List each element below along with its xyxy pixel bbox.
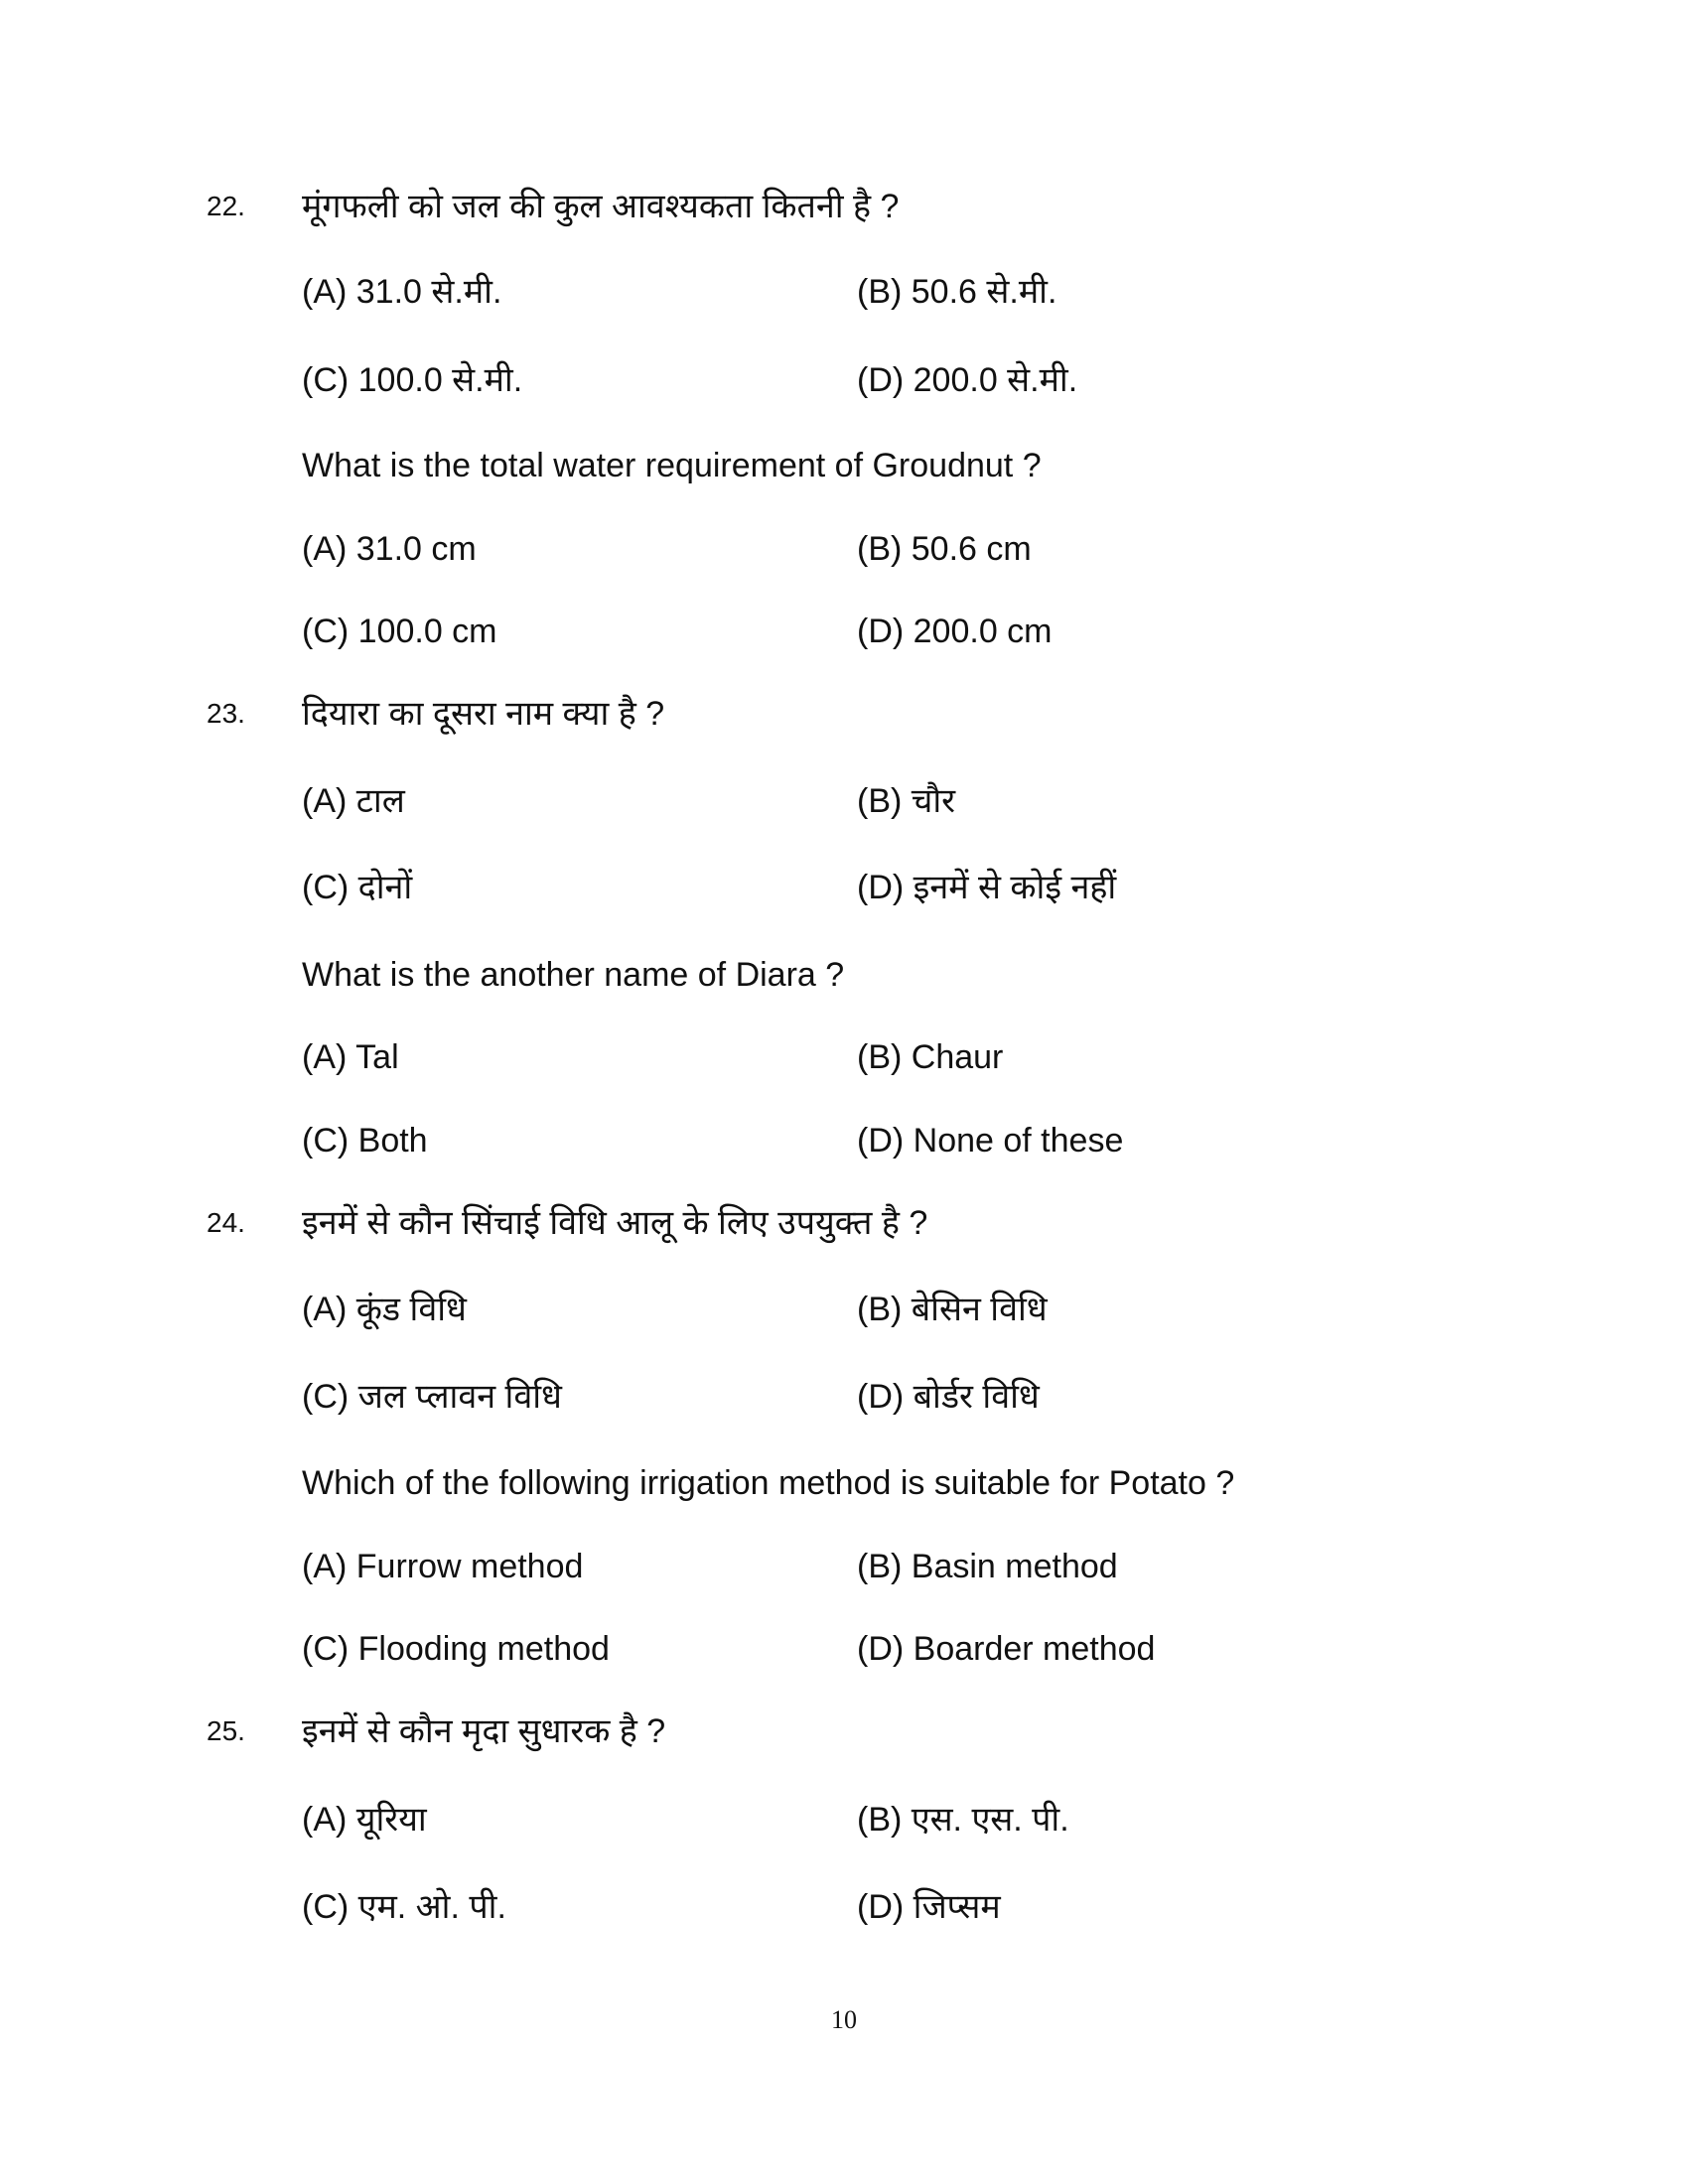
- option-english: (D) None of these: [857, 1122, 1124, 1160]
- option-english: (D) Boarder method: [857, 1630, 1156, 1668]
- question-text-hindi: दियारा का दूसरा नाम क्या है ?: [302, 695, 665, 733]
- option-hindi: (C) 100.0 से.मी.: [302, 361, 523, 399]
- option-english: (A) 31.0 cm: [302, 530, 477, 568]
- option-english: (C) 100.0 cm: [302, 613, 497, 650]
- option-english: (C) Flooding method: [302, 1630, 610, 1668]
- question-text-hindi: इनमें से कौन सिंचाई विधि आलू के लिए उपयुक्त है ?: [302, 1204, 928, 1242]
- option-hindi: (A) टाल: [302, 782, 405, 820]
- option-hindi: (A) कूंड विधि: [302, 1291, 467, 1328]
- question-number: 23.: [207, 698, 245, 729]
- option-hindi: (A) 31.0 से.मी.: [302, 273, 502, 311]
- question-text-english: What is the another name of Diara ?: [302, 956, 845, 994]
- question-number: 25.: [207, 1715, 245, 1746]
- option-hindi: (B) बेसिन विधि: [857, 1291, 1048, 1328]
- option-hindi: (C) दोनों: [302, 869, 413, 906]
- question-number: 24.: [207, 1207, 245, 1238]
- option-hindi: (D) 200.0 से.मी.: [857, 361, 1078, 399]
- option-hindi: (B) 50.6 से.मी.: [857, 273, 1057, 311]
- option-english: (B) 50.6 cm: [857, 530, 1032, 568]
- option-hindi: (D) बोर्डर विधि: [857, 1378, 1040, 1416]
- option-english: (A) Tal: [302, 1038, 399, 1076]
- question-text-english: What is the total water requirement of Groudnut ?: [302, 447, 1042, 484]
- option-english: (D) 200.0 cm: [857, 613, 1053, 650]
- question-text-english: Which of the following irrigation method is suitable for Potato ?: [302, 1464, 1235, 1502]
- question-text-hindi: इनमें से कौन मृदा सुधारक है ?: [302, 1712, 666, 1750]
- option-hindi: (A) यूरिया: [302, 1801, 427, 1839]
- option-hindi: (B) चौर: [857, 782, 956, 820]
- option-hindi: (C) एम. ओ. पी.: [302, 1888, 506, 1926]
- option-hindi: (D) जिप्सम: [857, 1888, 1001, 1926]
- option-english: (A) Furrow method: [302, 1548, 584, 1585]
- option-english: (B) Chaur: [857, 1038, 1004, 1076]
- option-hindi: (D) इनमें से कोई नहीं: [857, 869, 1117, 906]
- question-text-hindi: मूंगफली को जल की कुल आवश्यकता कितनी है ?: [302, 188, 900, 225]
- option-hindi: (C) जल प्लावन विधि: [302, 1378, 562, 1416]
- question-number: 22.: [207, 191, 245, 221]
- option-english: (B) Basin method: [857, 1548, 1118, 1585]
- page-number: 10: [831, 2005, 857, 2034]
- option-hindi: (B) एस. एस. पी.: [857, 1801, 1069, 1839]
- option-english: (C) Both: [302, 1122, 428, 1160]
